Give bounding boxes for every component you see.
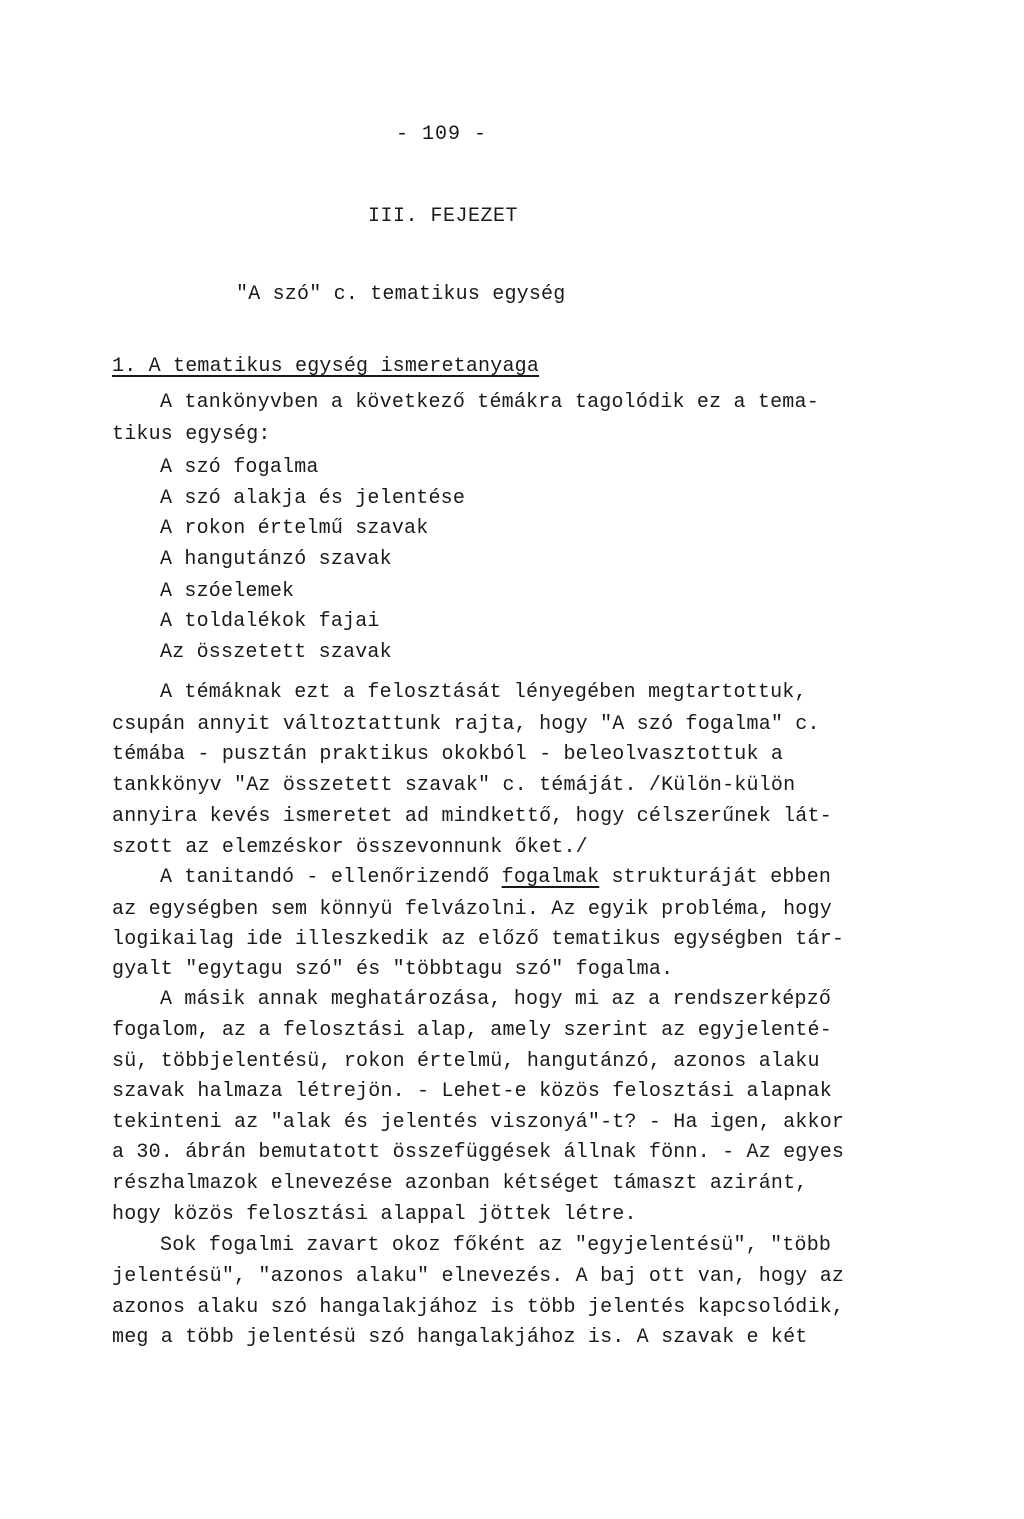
topic-item: A toldalékok fajai	[160, 610, 380, 633]
paragraph-line: meg a több jelentésü szó hangalakjához is. A szavak e két	[112, 1326, 808, 1349]
text-run: A tanitandó - ellenőrizendő	[160, 866, 502, 889]
paragraph-line: jelentésü", "azonos alaku" elnevezés. A baj ott van, hogy az	[112, 1265, 845, 1288]
paragraph-line: A másik annak meghatározása, hogy mi az a rendszerképző	[160, 988, 832, 1011]
paragraph-line: tankkönyv "Az összetett szavak" c. témáját. /Külön-külön	[112, 774, 796, 797]
paragraph-line: hogy közös felosztási alappal jöttek létre.	[112, 1203, 637, 1226]
paragraph-line: részhalmazok elnevezése azonban kétséget támaszt aziránt,	[112, 1172, 808, 1195]
topic-item: A szó alakja és jelentése	[160, 487, 466, 510]
section-heading: 1. A tematikus egység ismeretanyaga	[112, 355, 540, 378]
page-number: - 109 -	[396, 123, 488, 146]
topic-item: A hangutánzó szavak	[160, 548, 392, 571]
intro-line: tikus egység:	[112, 423, 271, 446]
chapter-title: III. FEJEZET	[368, 205, 519, 228]
paragraph-line: sü, többjelentésü, rokon értelmü, hangutánzó, azonos alaku	[112, 1050, 820, 1073]
topic-item: A szó fogalma	[160, 456, 319, 479]
paragraph-line: fogalom, az a felosztási alap, amely szerint az egyjelenté-	[112, 1019, 832, 1042]
paragraph-line: tekinteni az "alak és jelentés viszonyá"-t? - Ha igen, akkor	[112, 1111, 845, 1134]
underlined-term: fogalmak	[501, 866, 600, 889]
paragraph-line: szott az elemzéskor összevonnunk őket./	[112, 836, 588, 859]
paragraph-line: az egységben sem könnyü felvázolni. Az egyik probléma, hogy	[112, 898, 832, 921]
paragraph-line: Sok fogalmi zavart okoz főként az "egyjelentésü", "több	[160, 1234, 832, 1257]
paragraph-line: szavak halmaza létrejön. - Lehet-e közös felosztási alapnak	[112, 1080, 832, 1103]
paragraph-line: logikailag ide illeszkedik az előző tematikus egységben tár-	[112, 928, 845, 951]
topic-item: A rokon értelmű szavak	[160, 517, 429, 540]
paragraph-line: A témáknak ezt a felosztását lényegében megtartottuk,	[160, 681, 807, 704]
paragraph-line: csupán annyit változtattunk rajta, hogy "A szó fogalma" c.	[112, 713, 820, 736]
paragraph-line: témába - pusztán praktikus okokból - beleolvasztottuk a	[112, 743, 784, 766]
paragraph-line: annyira kevés ismeretet ad mindkettő, hogy célszerűnek lát-	[112, 805, 832, 828]
text-run: strukturáját ebben	[599, 866, 832, 889]
topic-item: A szóelemek	[160, 580, 295, 603]
paragraph-line	[160, 866, 831, 890]
unit-title: "A szó" c. tematikus egység	[236, 283, 566, 306]
intro-line: A tankönyvben a következő témákra tagolódik ez a tema-	[160, 391, 819, 414]
paragraph-line: a 30. ábrán bemutatott összefüggések állnak fönn. - Az egyes	[112, 1141, 845, 1164]
paragraph-line: gyalt "egytagu szó" és "többtagu szó" fogalma.	[112, 958, 674, 981]
topic-item: Az összetett szavak	[160, 641, 392, 664]
paragraph-line: azonos alaku szó hangalakjához is több jelentés kapcsolódik,	[112, 1296, 845, 1319]
